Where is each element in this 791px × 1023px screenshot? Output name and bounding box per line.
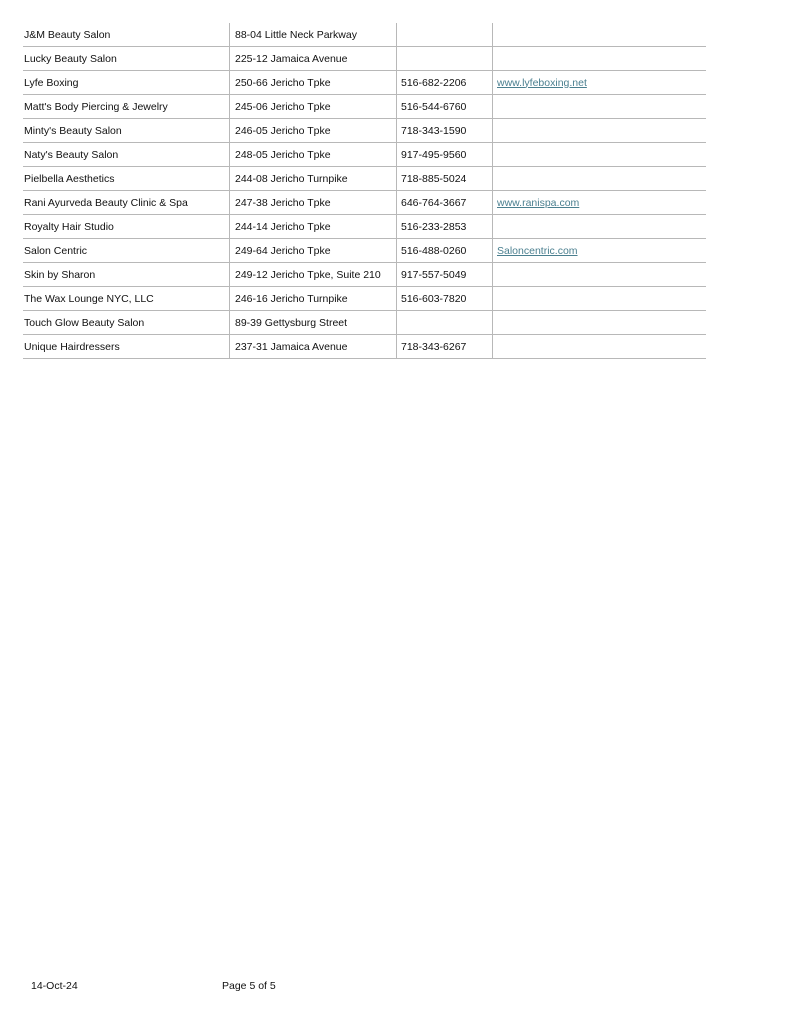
business-website [493, 215, 707, 239]
business-website [493, 95, 707, 119]
business-address: 244-08 Jericho Turnpike [230, 167, 397, 191]
table-row [23, 95, 706, 119]
business-website [493, 335, 707, 359]
business-website [493, 191, 707, 215]
business-website [493, 143, 707, 167]
business-phone: 718-343-6267 [397, 335, 493, 359]
business-name: Rani Ayurveda Beauty Clinic & Spa [23, 191, 230, 215]
table-row [23, 215, 706, 239]
business-name: J&M Beauty Salon [23, 23, 230, 47]
table-row [23, 71, 706, 95]
business-name: Salon Centric [23, 239, 230, 263]
footer-page-number: Page 5 of 5 [222, 980, 276, 992]
listing-table-body [23, 23, 706, 359]
business-address: 246-16 Jericho Turnpike [230, 287, 397, 311]
table-row [23, 191, 706, 215]
business-name: Pielbella Aesthetics [23, 167, 230, 191]
business-address: 88-04 Little Neck Parkway [230, 23, 397, 47]
business-address: 247-38 Jericho Tpke [230, 191, 397, 215]
business-website [493, 311, 707, 335]
table-row [23, 263, 706, 287]
business-website [493, 287, 707, 311]
business-phone [397, 311, 493, 335]
table-row [23, 335, 706, 359]
business-address: 249-12 Jericho Tpke, Suite 210 [230, 263, 397, 287]
business-listing-table [23, 23, 706, 359]
business-website [493, 263, 707, 287]
business-phone: 646-764-3667 [397, 191, 493, 215]
business-phone: 516-682-2206 [397, 71, 493, 95]
table-row [23, 311, 706, 335]
table-row [23, 119, 706, 143]
business-website [493, 71, 707, 95]
website-link[interactable]: Saloncentric.com [497, 244, 578, 257]
business-name: Lucky Beauty Salon [23, 47, 230, 71]
business-name: Lyfe Boxing [23, 71, 230, 95]
business-address: 250-66 Jericho Tpke [230, 71, 397, 95]
business-address: 248-05 Jericho Tpke [230, 143, 397, 167]
business-phone: 516-233-2853 [397, 215, 493, 239]
business-name: Naty's Beauty Salon [23, 143, 230, 167]
business-address: 237-31 Jamaica Avenue [230, 335, 397, 359]
business-website [493, 119, 707, 143]
business-phone: 516-544-6760 [397, 95, 493, 119]
business-website [493, 47, 707, 71]
table-row [23, 287, 706, 311]
business-address: 225-12 Jamaica Avenue [230, 47, 397, 71]
table-row [23, 239, 706, 263]
business-phone: 516-603-7820 [397, 287, 493, 311]
footer-date: 14-Oct-24 [31, 980, 78, 992]
business-phone: 516-488-0260 [397, 239, 493, 263]
table-row [23, 47, 706, 71]
website-link[interactable]: www.lyfeboxing.net [497, 76, 587, 89]
business-phone [397, 23, 493, 47]
business-name: Touch Glow Beauty Salon [23, 311, 230, 335]
business-address: 249-64 Jericho Tpke [230, 239, 397, 263]
table-row [23, 167, 706, 191]
business-name: Matt's Body Piercing & Jewelry [23, 95, 230, 119]
business-name: Unique Hairdressers [23, 335, 230, 359]
business-name: Minty's Beauty Salon [23, 119, 230, 143]
website-link[interactable]: www.ranispa.com [497, 196, 580, 209]
table-row [23, 23, 706, 47]
business-phone: 718-885-5024 [397, 167, 493, 191]
business-phone: 917-557-5049 [397, 263, 493, 287]
business-address: 89-39 Gettysburg Street [230, 311, 397, 335]
business-address: 244-14 Jericho Tpke [230, 215, 397, 239]
business-phone: 718-343-1590 [397, 119, 493, 143]
business-name: Skin by Sharon [23, 263, 230, 287]
business-website [493, 23, 707, 47]
business-name: The Wax Lounge NYC, LLC [23, 287, 230, 311]
table-row [23, 143, 706, 167]
business-address: 246-05 Jericho Tpke [230, 119, 397, 143]
business-name: Royalty Hair Studio [23, 215, 230, 239]
business-website [493, 239, 707, 263]
business-phone [397, 47, 493, 71]
business-website [493, 167, 707, 191]
business-address: 245-06 Jericho Tpke [230, 95, 397, 119]
business-phone: 917-495-9560 [397, 143, 493, 167]
